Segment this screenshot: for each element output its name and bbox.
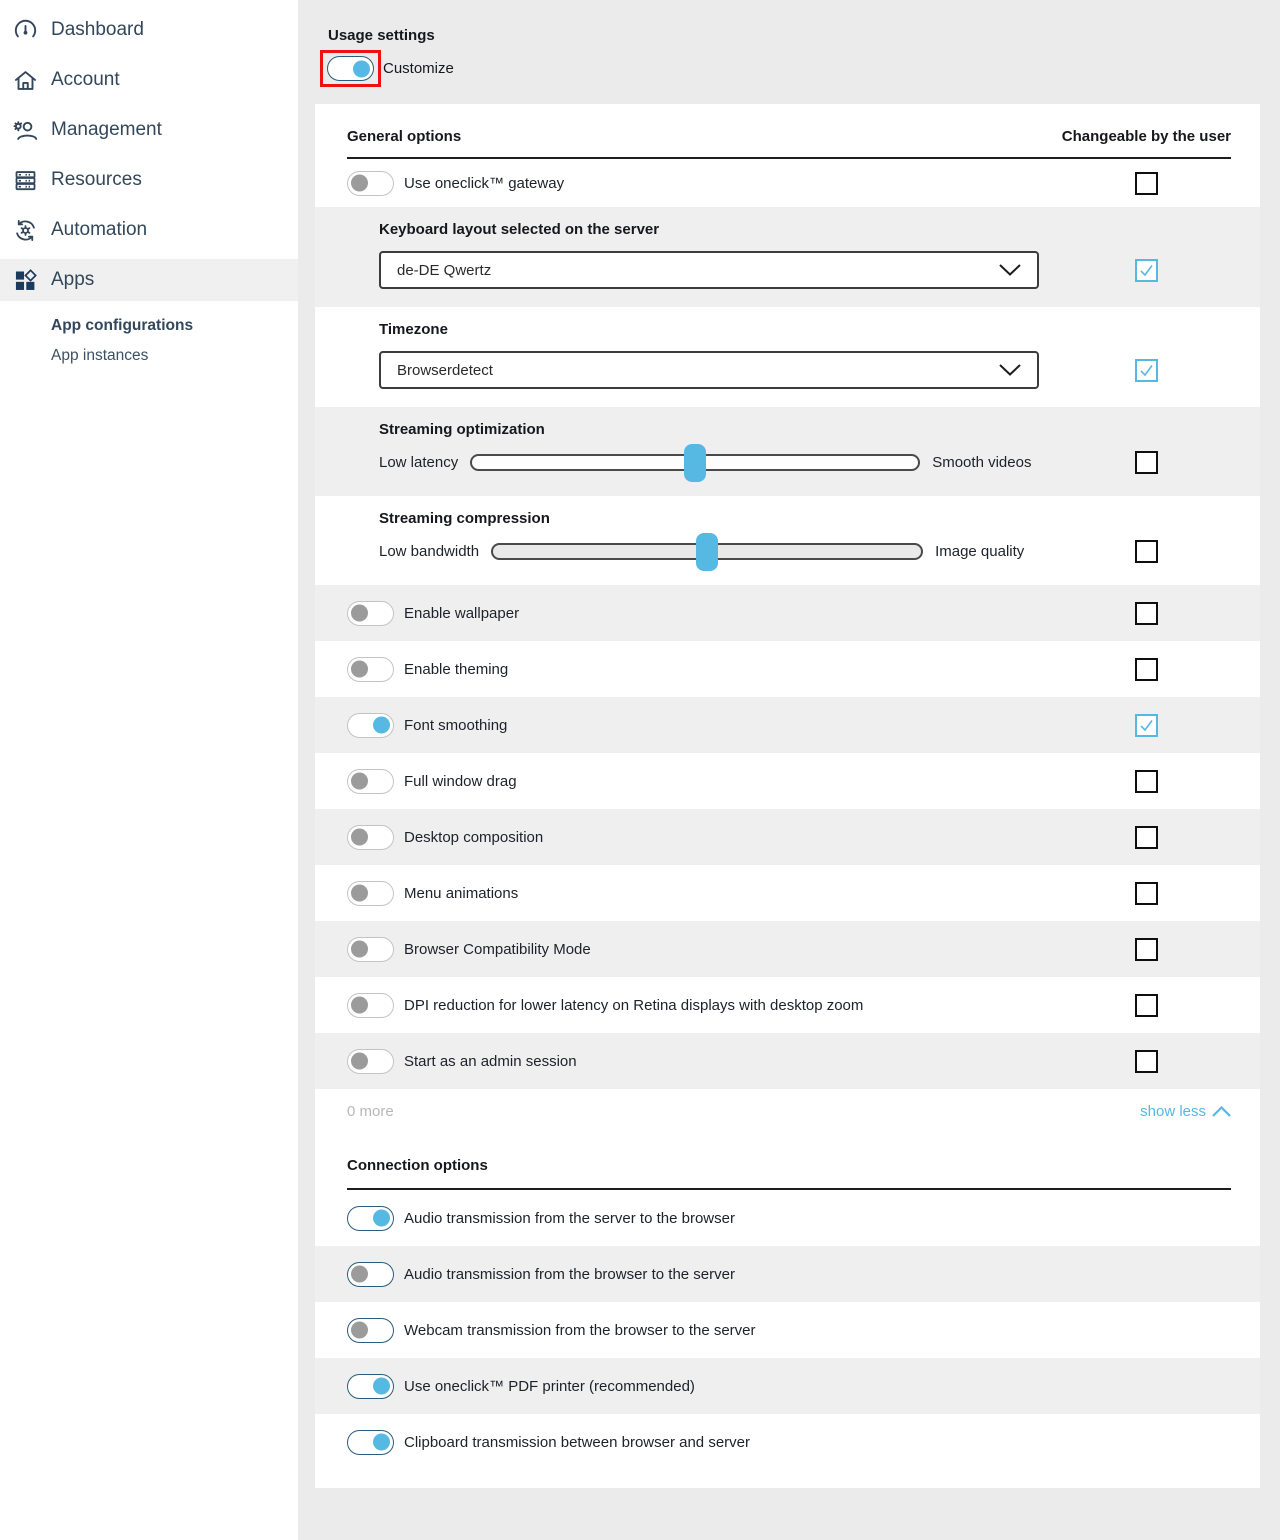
changeable-checkbox[interactable]: [1135, 259, 1158, 282]
changeable-checkbox[interactable]: [1135, 1050, 1158, 1073]
enable-theming-toggle[interactable]: [347, 657, 394, 682]
changeable-by-user-header: Changeable by the user: [1061, 128, 1231, 145]
sidebar-item-automation[interactable]: [0, 205, 298, 255]
option-row: Audio transmission from the browser to the server: [315, 1246, 1260, 1302]
option-row: Streaming optimization Low latency Smooth videos: [315, 407, 1260, 496]
check-icon: [1139, 364, 1154, 377]
webcam-transmission-toggle[interactable]: [347, 1318, 394, 1343]
home-icon: [10, 66, 40, 94]
option-row: Keyboard layout selected on the server de-DE Qwertz: [315, 207, 1260, 307]
toggle-knob: [351, 605, 368, 622]
sidebar-item-label: Resources: [51, 169, 142, 190]
option-row: Enable theming: [315, 641, 1260, 697]
toggle-knob: [351, 175, 368, 192]
sidebar-item-apps[interactable]: [0, 259, 298, 301]
customize-label: Customize: [383, 60, 454, 77]
sidebar-item-app-configurations[interactable]: App configurations: [51, 317, 194, 334]
chevron-down-icon: [999, 364, 1021, 376]
toggle-knob: [373, 717, 390, 734]
option-row: Streaming compression Low bandwidth Image quality: [315, 496, 1260, 585]
changeable-checkbox[interactable]: [1135, 770, 1158, 793]
apps-icon: [10, 266, 40, 294]
audio-server-to-browser-toggle[interactable]: [347, 1206, 394, 1231]
font-smoothing-toggle[interactable]: [347, 713, 394, 738]
changeable-checkbox[interactable]: [1135, 359, 1158, 382]
slider-thumb[interactable]: [696, 533, 718, 571]
option-row: Browser Compatibility Mode: [315, 921, 1260, 977]
option-row: Menu animations: [315, 865, 1260, 921]
timezone-dropdown[interactable]: Browserdetect: [379, 351, 1039, 389]
chevron-down-icon: [999, 264, 1021, 276]
pdf-printer-toggle[interactable]: [347, 1374, 394, 1399]
full-window-drag-toggle[interactable]: [347, 769, 394, 794]
toggle-knob: [373, 1434, 390, 1451]
audio-browser-to-server-toggle[interactable]: [347, 1262, 394, 1287]
sidebar-item-dashboard[interactable]: [0, 5, 298, 55]
sidebar-item-resources[interactable]: [0, 155, 298, 205]
toggle-knob: [351, 829, 368, 846]
check-icon: [1139, 719, 1154, 732]
option-row: Enable wallpaper: [315, 585, 1260, 641]
enable-wallpaper-toggle[interactable]: [347, 601, 394, 626]
show-less-link[interactable]: show less: [1140, 1103, 1231, 1120]
toggle-knob: [351, 885, 368, 902]
sidebar-item-app-instances[interactable]: App instances: [51, 347, 149, 364]
sidebar-item-management[interactable]: [0, 105, 298, 155]
toggle-knob: [373, 1378, 390, 1395]
general-options-title: General options: [347, 128, 462, 145]
toggle-knob: [351, 1053, 368, 1070]
general-options-footer: [315, 1089, 1260, 1133]
user-gear-icon: [10, 116, 40, 144]
browser-compatibility-mode-toggle[interactable]: [347, 937, 394, 962]
streaming-optimization-slider[interactable]: [470, 454, 920, 471]
desktop-composition-toggle[interactable]: [347, 825, 394, 850]
sync-gear-icon: [10, 216, 40, 244]
changeable-checkbox[interactable]: [1135, 172, 1158, 195]
settings-card: [315, 104, 1260, 1488]
dpi-reduction-toggle[interactable]: [347, 993, 394, 1018]
option-row: Desktop composition: [315, 809, 1260, 865]
server-icon: [10, 166, 40, 194]
main-content: [298, 0, 1280, 1540]
changeable-checkbox[interactable]: [1135, 602, 1158, 625]
menu-animations-toggle[interactable]: [347, 881, 394, 906]
changeable-checkbox[interactable]: [1135, 882, 1158, 905]
sidebar-item-label: Account: [51, 69, 120, 90]
general-options-header: [347, 104, 1231, 159]
slider-thumb[interactable]: [684, 444, 706, 482]
toggle-knob: [351, 1322, 368, 1339]
toggle-knob: [351, 997, 368, 1014]
option-row: Audio transmission from the server to the browser: [315, 1190, 1260, 1246]
changeable-checkbox[interactable]: [1135, 658, 1158, 681]
changeable-checkbox[interactable]: [1135, 714, 1158, 737]
changeable-checkbox[interactable]: [1135, 938, 1158, 961]
sidebar-item-label: Dashboard: [51, 19, 144, 40]
changeable-checkbox[interactable]: [1135, 451, 1158, 474]
toggle-knob: [351, 773, 368, 790]
toggle-knob: [351, 941, 368, 958]
option-row: Use oneclick™ gateway: [315, 159, 1260, 207]
toggle-knob: [373, 1210, 390, 1227]
red-highlight-box: [320, 50, 381, 87]
changeable-checkbox[interactable]: [1135, 994, 1158, 1017]
streaming-compression-slider[interactable]: [491, 543, 923, 560]
clipboard-transmission-toggle[interactable]: [347, 1430, 394, 1455]
toggle-knob: [351, 661, 368, 678]
toggle-knob: [351, 1266, 368, 1283]
changeable-checkbox[interactable]: [1135, 540, 1158, 563]
option-row: Clipboard transmission between browser and server: [315, 1414, 1260, 1470]
option-row: Use oneclick™ PDF printer (recommended): [315, 1358, 1260, 1414]
keyboard-layout-dropdown[interactable]: de-DE Qwertz: [379, 251, 1039, 289]
option-row: Full window drag: [315, 753, 1260, 809]
option-row: DPI reduction for lower latency on Retina displays with desktop zoom: [315, 977, 1260, 1033]
sidebar-item-label: Management: [51, 119, 162, 140]
more-count-text: 0 more: [347, 1102, 394, 1120]
customize-toggle-row: [320, 50, 1260, 87]
changeable-checkbox[interactable]: [1135, 826, 1158, 849]
option-row: Webcam transmission from the browser to the server: [315, 1302, 1260, 1358]
sidebar-item-account[interactable]: [0, 55, 298, 105]
use-oneclick-gateway-toggle[interactable]: [347, 171, 394, 196]
option-row: Timezone Browserdetect: [315, 307, 1260, 407]
sidebar-item-label: Apps: [51, 269, 95, 290]
start-as-admin-session-toggle[interactable]: [347, 1049, 394, 1074]
connection-options-title: Connection options: [347, 1157, 1231, 1190]
sidebar-item-label: Automation: [51, 219, 148, 240]
customize-toggle[interactable]: [327, 56, 374, 81]
option-row: Font smoothing: [315, 697, 1260, 753]
chevron-up-icon: [1212, 1106, 1231, 1117]
option-row: Start as an admin session: [315, 1033, 1260, 1089]
toggle-knob: [353, 60, 370, 77]
check-icon: [1139, 264, 1154, 277]
gauge-icon: [10, 16, 40, 44]
usage-settings-title: Usage settings: [328, 27, 435, 44]
sidebar-subnav: [0, 311, 298, 371]
sidebar: [0, 0, 298, 1540]
